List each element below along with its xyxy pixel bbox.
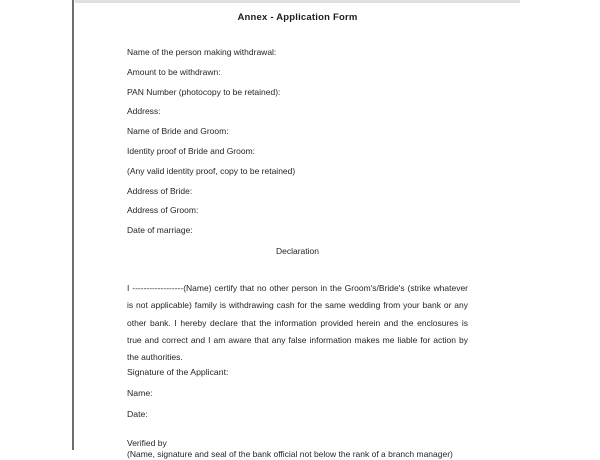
verified-by-note: (Name, signature and seal of the bank official not below the rank of a branch manager) xyxy=(127,449,453,460)
form-title: Annex - Application Form xyxy=(237,12,358,23)
field-amount: Amount to be withdrawn: xyxy=(127,66,221,77)
verified-by-label: Verified by xyxy=(127,438,167,449)
signature-label: Signature of the Applicant: xyxy=(127,367,229,378)
declaration-paragraph: I ------------------(Name) certify that no other person in the Groom's/Bride's (strike whatever is not applicable) family is withdrawing cash for the same wedding from your bank or any other bank. I hereby declare that the information provided herein and the enclosures is true and correct and I am aware that any false information makes me liable for action by the authorities. xyxy=(127,283,468,362)
field-withdrawer-name: Name of the person making withdrawal: xyxy=(127,47,277,57)
field-groom-address: Address of Groom: xyxy=(127,205,199,216)
field-marriage-date: Date of marriage: xyxy=(127,225,193,236)
field-pan-number: PAN Number (photocopy to be retained): xyxy=(127,86,281,97)
field-bride-groom-names: Name of Bride and Groom: xyxy=(127,126,229,137)
field-address: Address: xyxy=(127,106,161,117)
field-bride-address: Address of Bride: xyxy=(127,185,193,196)
date-label: Date: xyxy=(127,409,148,420)
field-identity-proof: Identity proof of Bride and Groom: xyxy=(127,145,256,156)
page-left-border xyxy=(72,0,74,450)
declaration-heading: Declaration xyxy=(276,246,319,257)
form-content xyxy=(127,0,468,460)
field-identity-proof-note: (Any valid identity proof, copy to be retained) xyxy=(127,165,296,176)
form-fields xyxy=(127,47,468,235)
name-label: Name: xyxy=(127,388,153,399)
